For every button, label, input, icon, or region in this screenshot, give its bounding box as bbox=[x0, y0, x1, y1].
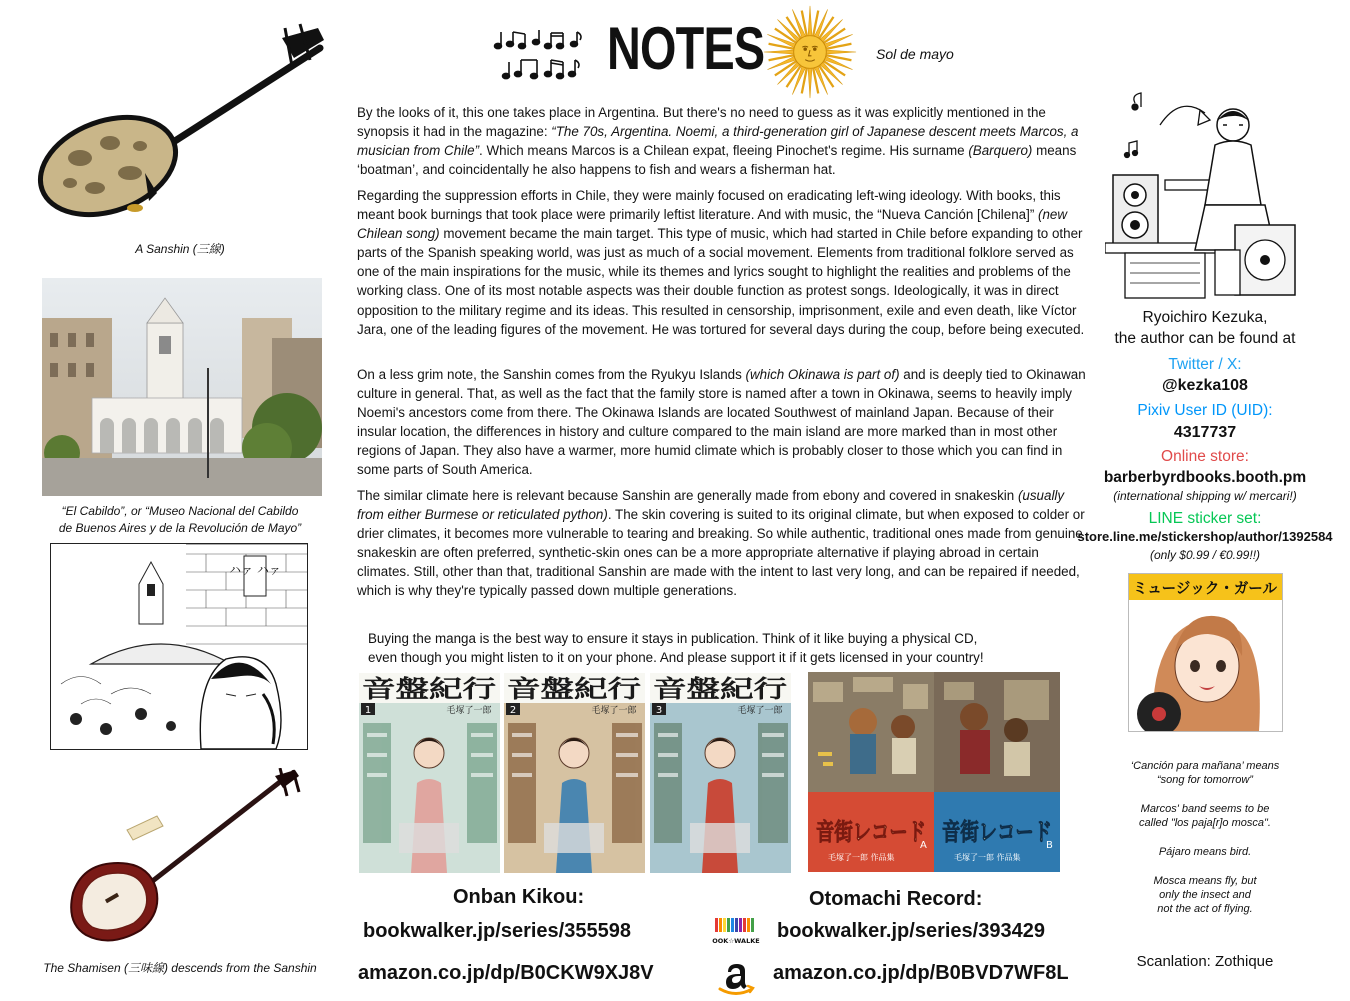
onban-cover-vol: 3 bbox=[655, 705, 663, 716]
otomachi-amazon-link[interactable]: amazon.co.jp/dp/B0BVD7WF8L bbox=[773, 962, 1069, 984]
bookwalker-logo-icon bbox=[712, 916, 760, 946]
pixiv-id-link[interactable]: 4317737 bbox=[1173, 424, 1237, 441]
otomachi-a-title: 音街レコード bbox=[816, 818, 926, 846]
manga-panel bbox=[50, 543, 308, 750]
shamisen-caption: The Shamisen (三味線) descends from the Sanshin bbox=[43, 961, 317, 975]
otomachi-b-vol: B bbox=[1046, 840, 1053, 851]
music-notes-icon bbox=[492, 28, 592, 84]
line-label: LINE sticker set: bbox=[1148, 510, 1262, 527]
store-url-link[interactable]: barberbyrdbooks.booth.pm bbox=[1103, 469, 1307, 486]
store-note: (international shipping w/ mercari!) bbox=[1113, 489, 1297, 503]
side-note-band-2: called "los paja[r]o mosca". bbox=[1139, 817, 1271, 829]
page-title: NOTES bbox=[607, 15, 765, 82]
sun-ray bbox=[764, 50, 794, 54]
onban-cover-vol-3[interactable] bbox=[650, 673, 791, 873]
onban-bookwalker-link[interactable]: bookwalker.jp/series/355598 bbox=[363, 920, 631, 942]
onban-cover-author: 毛塚了一郎 bbox=[591, 706, 637, 716]
onban-cover-vol: 2 bbox=[509, 705, 517, 716]
music-girl-cover[interactable] bbox=[1128, 573, 1283, 732]
side-note-cancion-1: ‘Canción para mañana’ means bbox=[1130, 760, 1280, 772]
author-name: Ryoichiro Kezuka, bbox=[1142, 309, 1268, 326]
amazon-logo-icon bbox=[716, 956, 756, 996]
line-note: (only $0.99 / €0.99!!) bbox=[1149, 548, 1261, 562]
onban-cover-title: 音盤紀行 bbox=[362, 675, 496, 703]
otomachi-a-vol: A bbox=[920, 840, 927, 851]
shamisen-image bbox=[55, 768, 315, 956]
side-note-mosca-1: Mosca means fly, but bbox=[1153, 875, 1257, 887]
onban-amazon-link[interactable]: amazon.co.jp/dp/B0CKW9XJ8V bbox=[358, 962, 654, 984]
onban-cover-vol-1[interactable] bbox=[359, 673, 500, 873]
cabildo-photo bbox=[42, 278, 322, 496]
paragraph-climate: The similar climate here is relevant because Sanshin are generally made from ebony and covered in snakeskin (usually from either Burmese or reticulated python). The skin covering is suited to its original climate, but when exposed to colder or drier climates, it becomes more vulnerable to tearing and breaking. So while authentic, traditional ones made from genuine snakeskin are often preferred, synthetic-skin ones can be a more appropriate alternative if playing abroad in certain climates. Still, other than that, traditional Sanshin are made with the intent to last very long, and can be repaired if needed, which is why they're typically passed down multiple generations. bbox=[357, 488, 1085, 599]
otomachi-b-title: 音街レコード bbox=[942, 818, 1052, 846]
otomachi-b-sub: 毛塚了一郎 作品集 bbox=[954, 853, 1021, 862]
line-url-link[interactable]: store.line.me/stickershop/author/1392584 bbox=[1077, 529, 1333, 544]
sun-ray bbox=[808, 68, 812, 98]
sanshin-caption: A Sanshin (三線) bbox=[135, 242, 225, 256]
sun-ray bbox=[808, 6, 812, 36]
onban-cover-author: 毛塚了一郎 bbox=[737, 706, 783, 716]
sanshin-image bbox=[30, 18, 330, 233]
sun-caption: Sol de mayo bbox=[876, 46, 954, 62]
twitter-label: Twitter / X: bbox=[1168, 356, 1242, 373]
buy-message-line1: Buying the manga is the best way to ensure it stays in publication. Think of it like buying a physical CD, bbox=[368, 631, 978, 646]
cabildo-caption-line2: de Buenos Aires y de la Revolución de Mayo” bbox=[58, 521, 302, 535]
bookwalker-logo-text: OOK☆WALKE bbox=[712, 937, 760, 945]
manga-sfx: ハァ ハァ bbox=[229, 563, 281, 577]
side-note-pajaro: Pájaro means bird. bbox=[1158, 846, 1252, 858]
music-girl-title: ミュージック・ガール bbox=[1133, 579, 1278, 597]
pixiv-label: Pixiv User ID (UID): bbox=[1137, 402, 1273, 419]
side-note-mosca-3: not the act of flying. bbox=[1157, 903, 1253, 915]
paragraph-sanshin-okinawa: On a less grim note, the Sanshin comes from the Ryukyu Islands (which Okinawa is part of) and is deeply tied to Okinawan culture in general. That, as well as the fact that the family store is named after a town in Okinawa, seems to heavily imply Noemi's ancestors come from there. The Okinawa Islands are located Southwest of mainland Japan. Because of their insular location, the differences in history and culture compared to the main island are more marked than in most other regions of Japan. They also have a warmer, more humid climate which is probably closer to those which you can find in some parts of South America. bbox=[357, 367, 1086, 478]
onban-cover-title: 音盤紀行 bbox=[507, 675, 641, 703]
otomachi-label: Otomachi Record: bbox=[809, 888, 983, 910]
cabildo-caption-line1: “El Cabildo”, or “Museo Nacional del Cabildo bbox=[61, 504, 299, 518]
paragraph-setting: By the looks of it, this one takes place in Argentina. But there's no need to guess as it was explicitly mentioned in the synopsis it had in the magazine: “The 70s, Argentina. Noemi, a third-generation girl of Japanese descent meets Marcos, a musician from Chile”. Which means Marcos is a Chilean expat, fleeing Pinochet's regime. His surname (Barquero) means ‘boatman’, and coincidentally he also happens to fish and wears a fisherman hat. bbox=[357, 105, 1079, 178]
onban-cover-title: 音盤紀行 bbox=[653, 675, 787, 703]
side-note-cancion-2: “song for tomorrow” bbox=[1157, 774, 1253, 786]
otomachi-a-sub: 毛塚了一郎 作品集 bbox=[828, 853, 895, 862]
onban-cover-vol-2[interactable] bbox=[504, 673, 645, 873]
author-illustration bbox=[1105, 85, 1305, 303]
author-found-at: the author can be found at bbox=[1114, 330, 1296, 347]
side-note-mosca-2: only the insect and bbox=[1159, 889, 1251, 901]
onban-cover-vol: 1 bbox=[364, 705, 372, 716]
onban-cover-author: 毛塚了一郎 bbox=[446, 706, 492, 716]
sol-de-mayo-icon bbox=[762, 4, 858, 100]
twitter-handle-link[interactable]: @kezka108 bbox=[1162, 377, 1248, 394]
paragraph-chile: Regarding the suppression efforts in Chile, they were mainly focused on eradicating left-wing ideology. With books, this meant book burnings that took place were primarily leftist literature. And with music, the “Nueva Canción [Chilena]” (new Chilean song) movement became the main target. This type of music, which had started in Chile before expanding to other parts of the Spanish speaking world, was just as much of a social movement. Elements from traditional folklore served as one of the main inspirations for the music, while its themes and lyrics sought to highlight the realities and problems of the working class. One of its most notable aspects was their double function as protest songs. Ideologically, it was in direct opposition to the military regime and its ideas. This resulted in censorship, imprisonment, exile and even death, like Víctor Jara, one of the leading figures of the movement. He was tortured for several days during the coup, before being executed. bbox=[357, 188, 1085, 337]
side-note-band-1: Marcos' band seems to be bbox=[1140, 803, 1270, 815]
otomachi-bookwalker-link[interactable]: bookwalker.jp/series/393429 bbox=[777, 920, 1045, 942]
scanlation-credit: Scanlation: Zothique bbox=[1136, 953, 1274, 970]
onban-label: Onban Kikou: bbox=[453, 886, 585, 908]
buy-message-line2: even though you might listen to it on your phone. And please support it if it gets licensed in your country! bbox=[368, 650, 984, 665]
otomachi-cover-a[interactable] bbox=[808, 672, 934, 872]
store-label: Online store: bbox=[1161, 448, 1249, 465]
otomachi-cover-b[interactable] bbox=[934, 672, 1060, 872]
sun-ray bbox=[826, 50, 856, 54]
